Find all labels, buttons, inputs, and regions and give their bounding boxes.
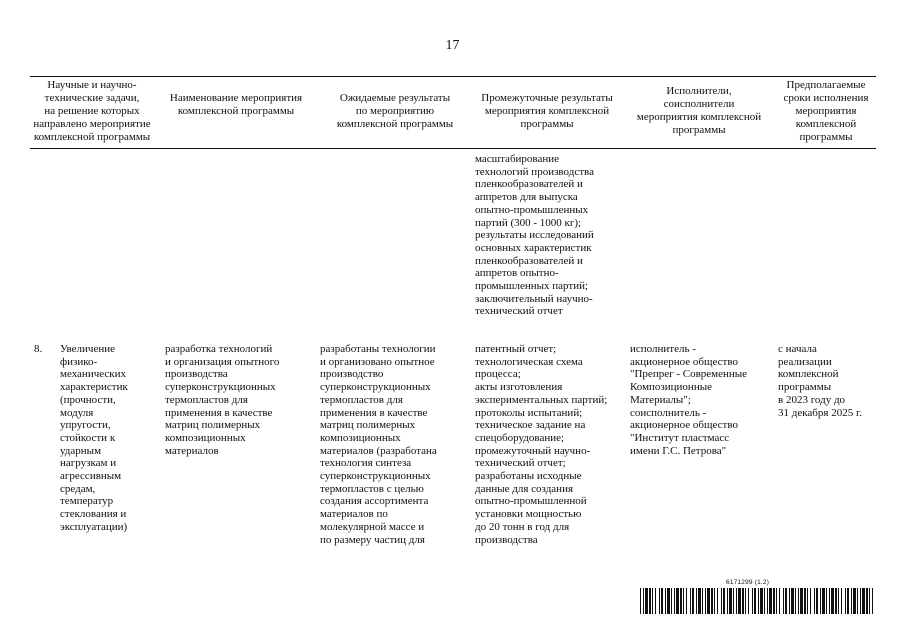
row-intermediate-results: патентный отчет; технологическая схема процесса; акты изготовления экспериментальных партий; протоколы испытаний; техническое задание на спецоборудование; промежуточный научно- технический отчет; разработаны исходные данные для создания опытно-промышленной установки мощностью до 20 тонн в год для производства [475, 343, 608, 546]
continuation-intermediate-results: масштабирование технологий производства пленкообразователей и аппретов для выпуска опытно-промышленных партий (300 - 1000 кг); результаты исследований основных характеристик пленкообразователей и аппретов опытно- промышленных партий; заключительный научно- технический отчет [475, 153, 594, 318]
row-activity: разработка технологий и организация опытного производства суперконструкционных термопластов для применения в качестве матриц полимерных композиционных материалов [165, 343, 280, 457]
header-timeline: Предполагаемые сроки исполнения мероприятия комплексной программы [783, 79, 869, 143]
row-executors: исполнитель - акционерное общество "Препрег - Современные Композиционные Материалы"; соисполнитель - акционерное общество "Институт пластмасс имени Г.С. Петрова" [630, 343, 748, 457]
row-timeline: с начала реализации комплексной программы в 2023 году до 31 декабря 2025 г. [778, 343, 862, 419]
header-activity-name: Наименование мероприятия комплексной программы [169, 92, 303, 117]
barcode-image [640, 588, 876, 614]
header-executors: Исполнители, соисполнители мероприятия комплексной программы [636, 85, 762, 136]
header-bottom-rule [30, 148, 876, 149]
header-intermediate-results: Промежуточные результаты мероприятия комплексной программы [481, 92, 613, 130]
row-number: 8. [34, 343, 43, 355]
row-expected-results: разработаны технологии и организовано опытное производство суперконструкционных термопластов для применения в качестве матриц полимерных композиционных материалов (разработана технология синтеза суперконструкционных термопластов с целью создания ассортимента материалов по молекулярной массе и по размеру частиц для [320, 343, 437, 546]
barcode-caption: 6171299 (1.2) [726, 579, 770, 586]
header-expected-results: Ожидаемые результаты по мероприятию комплексной программы [336, 92, 454, 130]
header-top-rule [30, 76, 876, 77]
row-task: Увеличение физико- механических характеристик (прочности, модуля упругости, стойкости к ударным нагрузкам и агрессивным средам, температур стеклования и эксплуатации) [60, 343, 128, 533]
page-number: 17 [445, 38, 460, 53]
header-tasks: Научные и научно- технические задачи, на решение которых направлено мероприятие комплексной программы [33, 79, 151, 143]
